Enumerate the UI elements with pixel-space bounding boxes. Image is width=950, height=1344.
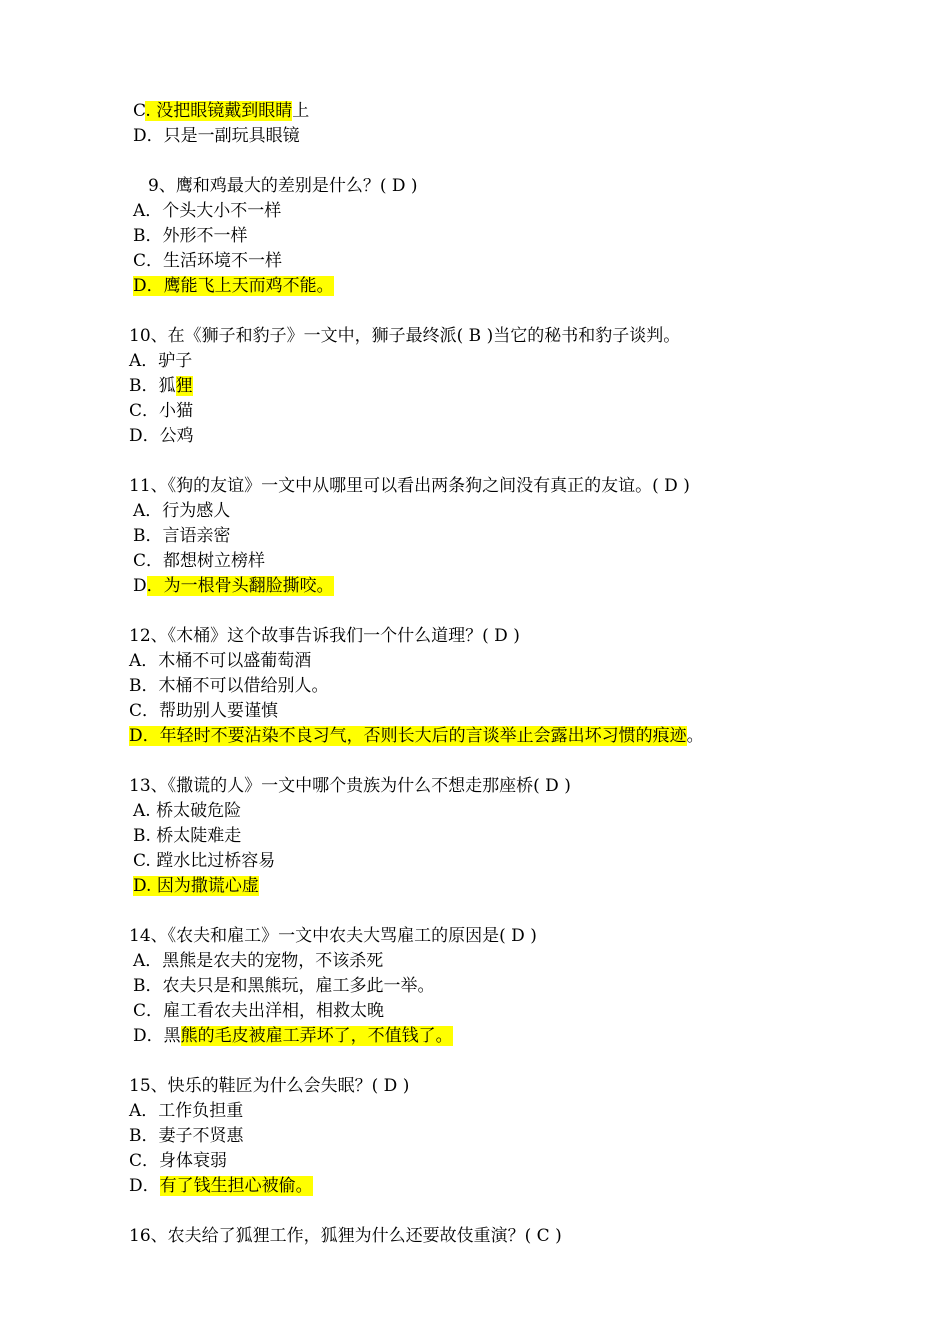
- option-line: B．木桶不可以借给别人。: [129, 676, 329, 696]
- option-line: A．行为感人: [133, 501, 231, 521]
- option-line: D．公鸡: [129, 426, 194, 446]
- option-line: C. 蹚水比过桥容易: [133, 851, 276, 871]
- question-stem: 14、《农夫和雇工》一文中农夫大骂雇工的原因是( D ): [129, 926, 537, 946]
- option-line: D．为一根骨头翻脸撕咬。: [133, 576, 334, 596]
- question-stem: 10、在《狮子和豹子》一文中，狮子最终派( B )当它的秘书和豹子谈判。: [129, 326, 681, 346]
- option-line: B. 桥太陡难走: [133, 826, 242, 846]
- option-line: D. 因为撒谎心虚: [133, 876, 259, 896]
- option-line: A．黑熊是农夫的宠物，不该杀死: [133, 951, 384, 971]
- option-line: D．有了钱生担心被偷。: [129, 1176, 313, 1196]
- option-line: A. 桥太破危险: [133, 801, 242, 821]
- option-line: A．工作负担重: [129, 1101, 244, 1121]
- option-line: C．小猫: [129, 401, 194, 421]
- question-stem: 12、《木桶》这个故事告诉我们一个什么道理？( D ): [129, 626, 520, 646]
- option-line: D．鹰能飞上天而鸡不能。: [133, 276, 334, 296]
- question-stem: 15、快乐的鞋匠为什么会失眠？( D ): [129, 1076, 410, 1096]
- option-line: B．言语亲密: [133, 526, 231, 546]
- option-line: C．都想树立榜样: [133, 551, 266, 571]
- question-stem: 11、《狗的友谊》一文中从哪里可以看出两条狗之间没有真正的友谊。( D ): [129, 476, 690, 496]
- question-stem: 9、鹰和鸡最大的差别是什么？( D ): [148, 176, 418, 196]
- option-line: D．只是一副玩具眼镜: [133, 126, 300, 146]
- option-line: A．驴子: [129, 351, 193, 371]
- option-line: B．外形不一样: [133, 226, 248, 246]
- option-line: B．农夫只是和黑熊玩，雇工多此一举。: [133, 976, 435, 996]
- option-line: C. 没把眼镜戴到眼睛上: [133, 101, 310, 121]
- option-line: C．雇工看农夫出洋相，相救太晚: [133, 1001, 385, 1021]
- option-line: C．帮助别人要谨慎: [129, 701, 279, 721]
- option-line: D．黑熊的毛皮被雇工弄坏了，不值钱了。: [133, 1026, 453, 1046]
- option-line: C．生活环境不一样: [133, 251, 283, 271]
- option-line: B．妻子不贤惠: [129, 1126, 244, 1146]
- question-stem: 16、农夫给了狐狸工作，狐狸为什么还要故伎重演？( C ): [129, 1226, 562, 1246]
- option-line: A．木桶不可以盛葡萄酒: [129, 651, 312, 671]
- question-stem: 13、《撒谎的人》一文中哪个贵族为什么不想走那座桥( D ): [129, 776, 571, 796]
- option-line: B．狐狸: [129, 376, 193, 396]
- option-line: A．个头大小不一样: [133, 201, 282, 221]
- option-line: D．年轻时不要沾染不良习气，否则长大后的言谈举止会露出坏习惯的痕迹。: [129, 726, 704, 746]
- option-line: C．身体衰弱: [129, 1151, 228, 1171]
